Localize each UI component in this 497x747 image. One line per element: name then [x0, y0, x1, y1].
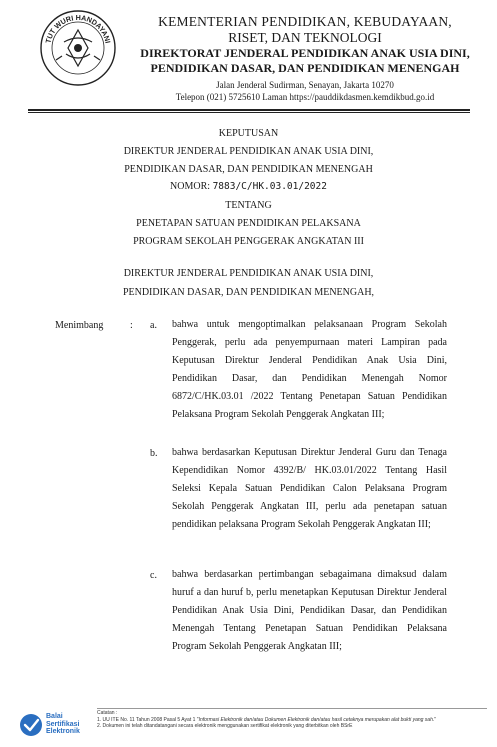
menimbang-item-letter: b.: [150, 448, 158, 459]
bsre-line2: Sertifikasi: [46, 720, 80, 728]
issuer-line2: PENDIDIKAN DASAR, DAN PENDIDIKAN MENENGAH: [124, 164, 373, 175]
subject-line1: PENETAPAN SATUAN PENDIDIKAN PELAKSANA: [136, 218, 361, 229]
ministry-name-line1: KEMENTERIAN PENDIDIKAN, KEBUDAYAAN,: [158, 14, 452, 29]
menimbang-item-text: bahwa berdasarkan pertimbangan sebagaimana dimaksud dalam huruf a dan huruf b, perlu menetapkan Keputusan Direktur Jenderal Pendidikan Anak Usia Dini, Pendidikan Dasar, dan Pendidikan Menengah Tentang Penetapan Satuan Pendidikan Pelaksana Program Sekolah Penggerak Angkatan III;: [172, 569, 447, 652]
directorate-name-line2: PENDIDIKAN DASAR, DAN PENDIDIKAN MENENGAH: [150, 61, 460, 75]
footer-note-1: 1. UU ITE No. 11 Tahun 2008 Pasal 5 Ayat 1 "Informasi Elektronik dan/atau Dokumen Elektronik dan/atau hasil cetaknya merupakan alat bukti yang sah.": [97, 716, 437, 723]
bsre-line1: Balai: [46, 713, 63, 720]
menimbang-item-letter: a.: [150, 320, 157, 331]
letterhead-rule-thin: [28, 112, 470, 113]
catatan-label: Catatan :: [97, 710, 118, 716]
contact-info: Telepon (021) 5725610 Laman https://pauddikdasmen.kemdikbud.go.id: [175, 92, 435, 102]
issuer-line1: DIREKTUR JENDERAL PENDIDIKAN ANAK USIA DINI,: [123, 146, 374, 157]
keputusan-heading: KEPUTUSAN: [218, 128, 279, 139]
bsre-label: [46, 713, 80, 736]
menimbang-item-text: bahwa berdasarkan Keputusan Direktur Jenderal Guru dan Tenaga Kependidikan Nomor 4392/B/ HK.03.01/2022 Tentang Hasil Seleksi Kepala Satuan Pendidikan Calon Pelaksana Program Sekolah Penggerak Angkatan III, perlu ada penetapan satuan pendidikan pelaksana Program Sekolah Penggerak Angkatan III;: [172, 447, 447, 530]
subject-line2: PROGRAM SEKOLAH PENGGERAK ANGKATAN III: [133, 236, 364, 247]
decree-number: [0, 181, 497, 192]
address: Jalan Jenderal Sudirman, Senayan, Jakarta 10270: [216, 80, 394, 90]
footer-rule: [97, 708, 487, 709]
letterhead-text: [120, 14, 490, 103]
official-line1: DIREKTUR JENDERAL PENDIDIKAN ANAK USIA DINI,: [123, 268, 374, 279]
directorate-name-line1: DIREKTORAT JENDERAL PENDIDIKAN ANAK USIA DINI,: [140, 46, 470, 60]
tentang-heading: TENTANG: [225, 200, 272, 211]
letterhead: [0, 0, 497, 112]
ministry-name-line2: RISET, DAN TEKNOLOGI: [228, 30, 382, 45]
tut-wuri-handayani-logo-icon: [38, 8, 118, 88]
official-line2: PENDIDIKAN DASAR, DAN PENDIDIKAN MENENGAH,: [122, 287, 375, 298]
nomor-label: NOMOR:: [170, 181, 211, 192]
nomor-value: 7883/C/HK.03.01/2022: [212, 181, 327, 192]
menimbang-item-text: bahwa untuk mengoptimalkan pelaksanaan Program Sekolah Penggerak, perlu ada penyempurnaan materi Lampiran pada Keputusan Direktur Jenderal Pendidikan Anak Usia Dini, Pendidikan Dasar, dan Pendidikan Menengah Nomor 6872/C/HK.03.01 /2022 Tentang Penetapan Satuan Pendidikan Pelaksana Program Sekolah Penggerak Angkatan III;: [172, 319, 447, 420]
menimbang-item-letter: c.: [150, 570, 157, 581]
footer-note-2: 2. Dokumen ini telah ditandatangani secara elektronik menggunakan sertifikat elektronik yang diterbitkan oleh BSrE: [97, 723, 353, 729]
letterhead-rule-thick: [28, 109, 470, 111]
footer-notes: [97, 710, 492, 730]
menimbang-colon: :: [130, 320, 133, 331]
menimbang-label: Menimbang: [55, 320, 104, 331]
logo-text: TUT WURI HANDAYANI: [43, 12, 113, 45]
bsre-line3: Elektronik: [46, 728, 80, 735]
